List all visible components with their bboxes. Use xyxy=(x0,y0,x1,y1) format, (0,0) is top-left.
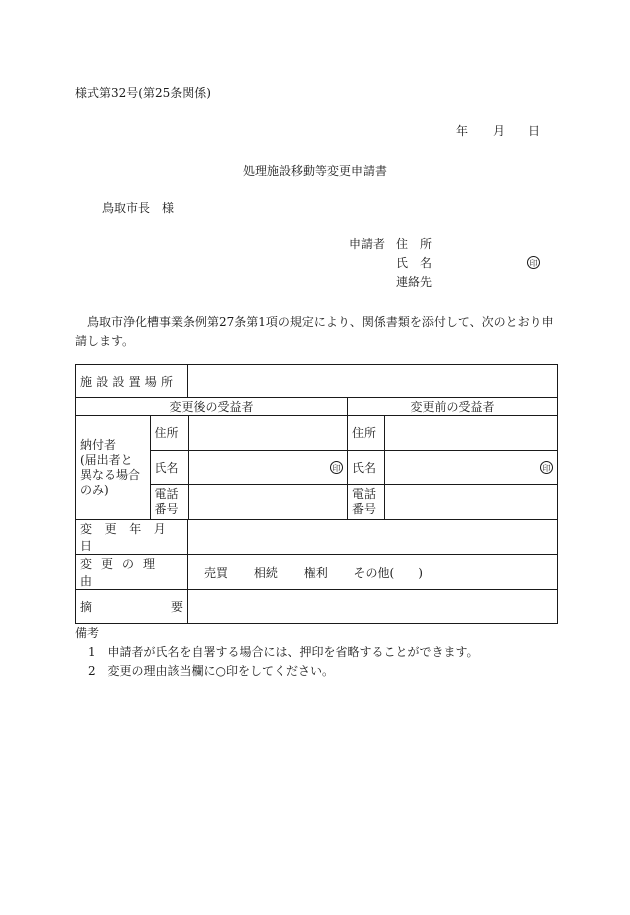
note-item-2: 2 変更の理由該当欄に○印をしてください。 xyxy=(88,664,334,678)
body-text: 鳥取市浄化槽事業条例第27条第1項の規定により、関係書類を添付して、次のとおり申請します。 xyxy=(75,315,554,348)
reason-inheritance[interactable]: 相続 xyxy=(253,565,278,580)
beneficiary-row xyxy=(76,416,558,520)
notes-heading: 備考 xyxy=(75,626,100,640)
applicant-address-label: 住 所 xyxy=(396,237,433,251)
before-beneficiary-header: 変更前の受益者 xyxy=(348,398,558,416)
after-phone-label: 電話 番号 xyxy=(150,484,188,519)
change-reason-label: 変更の理由 xyxy=(76,555,188,590)
beneficiary-header-row xyxy=(76,398,558,416)
after-beneficiary-header: 変更後の受益者 xyxy=(76,398,348,416)
change-reason-row xyxy=(76,555,558,590)
summary-row xyxy=(76,590,558,624)
application-table xyxy=(75,364,558,624)
payer-label: 納付者 (届出者と 異なる場合 のみ) xyxy=(76,416,150,519)
applicant-contact-label: 連絡先 xyxy=(396,275,433,289)
date-day-label: 日 xyxy=(528,124,541,138)
location-label: 施設設置場所 xyxy=(76,365,188,398)
reason-sale[interactable]: 売買 xyxy=(204,565,229,580)
before-phone-value[interactable] xyxy=(384,484,557,519)
date-year-label: 年 xyxy=(456,124,469,138)
reason-other[interactable]: その他( ) xyxy=(353,565,423,580)
summary-label: 摘 要 xyxy=(76,590,188,624)
before-seal-icon: 印 xyxy=(540,461,553,474)
form-number: 様式第32号(第25条関係) xyxy=(75,86,211,100)
applicant-label: 申請者 xyxy=(349,237,386,251)
before-address-value[interactable] xyxy=(384,416,557,450)
document-title: 処理施設移動等変更申請書 xyxy=(242,164,387,178)
reason-rights[interactable]: 権利 xyxy=(303,565,328,580)
addressee: 鳥取市長 様 xyxy=(102,201,175,215)
applicant-seal-icon: 印 xyxy=(527,256,540,269)
location-value[interactable] xyxy=(188,365,558,398)
before-phone-label: 電話 番号 xyxy=(348,484,384,519)
change-date-label: 変更年月日 xyxy=(76,520,188,555)
applicant-name-label: 氏 名 xyxy=(396,256,433,270)
after-phone-value[interactable] xyxy=(188,484,347,519)
before-address-label: 住所 xyxy=(348,416,384,450)
change-date-row xyxy=(76,520,558,555)
after-name-value[interactable] xyxy=(188,450,347,484)
change-date-value[interactable] xyxy=(188,520,558,555)
after-address-label: 住所 xyxy=(150,416,188,450)
after-address-value[interactable] xyxy=(188,416,347,450)
after-seal-icon: 印 xyxy=(330,461,343,474)
date-month-label: 月 xyxy=(493,124,506,138)
summary-value[interactable] xyxy=(188,590,558,624)
location-row xyxy=(76,365,558,398)
after-name-label: 氏名 xyxy=(150,450,188,484)
change-reason-options xyxy=(188,555,558,590)
before-name-value[interactable] xyxy=(384,450,557,484)
note-item-1: 1 申請者が氏名を自署する場合には、押印を省略することができます。 xyxy=(88,645,479,659)
before-name-label: 氏名 xyxy=(348,450,384,484)
